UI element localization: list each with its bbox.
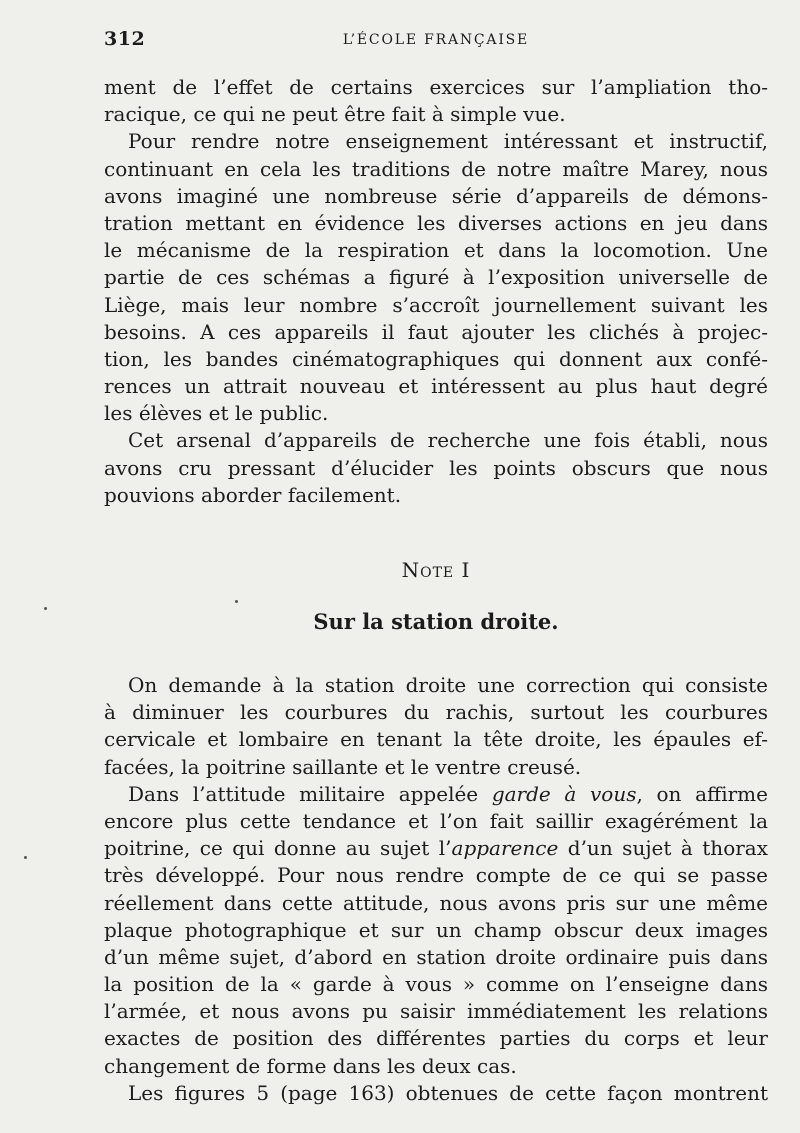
- running-title: L’ÉCOLE FRANÇAISE: [342, 32, 530, 48]
- line-text-continued: , on affirme: [636, 781, 768, 806]
- text-line: [104, 944, 768, 971]
- text-line: [104, 890, 768, 917]
- text-line: [104, 373, 768, 400]
- text-line: [104, 210, 768, 237]
- text-line: [104, 482, 768, 509]
- section-title: Sur la station droite.: [313, 609, 559, 634]
- line-text: changement de forme dans les deux cas.: [104, 1053, 517, 1078]
- line-text: à diminuer les courbures du rachis, surtout les courbures: [104, 700, 768, 725]
- line-text: réellement dans cette attitude, nous avons pris sur une même: [104, 890, 768, 915]
- text-line: [104, 101, 768, 128]
- line-text: On demande à la station droite une correction qui consiste: [128, 673, 768, 697]
- text-line: [104, 400, 768, 427]
- line-text: racique, ce qui ne peut être fait à simple vue.: [104, 102, 566, 127]
- text-line: [104, 672, 768, 699]
- line-text: d’un même sujet, d’abord en station droite ordinaire puis dans: [104, 944, 768, 969]
- text-line: [104, 319, 768, 346]
- text-line: [104, 1053, 768, 1080]
- note-label: Note I: [401, 558, 471, 582]
- line-text: Liège, mais leur nombre s’accroît journellement suivant les: [104, 292, 768, 317]
- line-text: le mécanisme de la respiration et dans la locomotion. Une: [104, 238, 768, 263]
- paper-speck: [235, 600, 238, 603]
- text-line: [104, 971, 768, 998]
- line-text: rences un attrait nouveau et intéressent au plus haut degré: [104, 374, 768, 399]
- line-text: avons cru pressant d’élucider les points obscurs que nous: [104, 455, 768, 480]
- text-line: [104, 74, 768, 101]
- line-text: très développé. Pour nous rendre compte de ce qui se passe: [104, 863, 768, 888]
- line-text: facées, la poitrine saillante et le ventre creusé.: [104, 754, 582, 779]
- line-text: tion, les bandes cinématographiques qui donnent aux confé-: [104, 346, 768, 371]
- line-text: pouvions aborder facilement.: [104, 482, 402, 507]
- line-text: cervicale et lombaire en tenant la tête droite, les épaules ef-: [104, 727, 768, 752]
- line-text: besoins. A ces appareils il faut ajouter les clichés à projec-: [104, 319, 768, 344]
- paper-speck: [44, 607, 47, 610]
- text-line: [104, 862, 768, 889]
- line-text: poitrine, ce qui donne au sujet l’: [104, 836, 452, 861]
- line-text: l’armée, et nous avons pu saisir immédiatement les relations: [104, 999, 768, 1024]
- line-text: Pour rendre notre enseignement intéressant et instructif,: [128, 129, 768, 154]
- page-number: 312: [104, 28, 146, 50]
- line-text: plaque photographique et sur un champ obscur deux images: [104, 917, 768, 942]
- line-text: les élèves et le public.: [104, 401, 329, 426]
- body-text-block-2: [104, 672, 768, 1107]
- text-line: [104, 264, 768, 291]
- line-text: Dans l’attitude militaire appelée: [128, 781, 492, 806]
- line-text-continued: d’un sujet à thorax: [558, 836, 768, 861]
- italic-phrase: apparence: [451, 836, 559, 861]
- line-text: continuant en cela les traditions de notre maître Marey, nous: [104, 156, 768, 181]
- line-text: encore plus cette tendance et l’on fait saillir exagérément la: [104, 808, 768, 833]
- line-text: Les figures 5 (page 163) obtenues de cette façon montrent: [128, 1080, 768, 1105]
- text-line: [104, 781, 768, 808]
- line-text: partie de ces schémas a figuré à l’exposition universelle de: [104, 265, 768, 290]
- line-text: Cet arsenal d’appareils de recherche une fois établi, nous: [128, 428, 768, 453]
- text-line: [104, 808, 768, 835]
- text-line: [104, 917, 768, 944]
- text-line: [104, 128, 768, 155]
- text-line: [104, 346, 768, 373]
- italic-phrase: garde à vous: [491, 781, 637, 806]
- text-line: [104, 726, 768, 753]
- text-line: [104, 1025, 768, 1052]
- text-line: [104, 427, 768, 454]
- text-line: [104, 183, 768, 210]
- text-line: [104, 455, 768, 482]
- text-line: [104, 237, 768, 264]
- text-line: [104, 835, 768, 862]
- text-line: [104, 754, 768, 781]
- text-line: [104, 998, 768, 1025]
- body-text-block-1: [104, 74, 768, 509]
- paper-speck: [24, 856, 27, 859]
- line-text: tration mettant en évidence les diverses actions en jeu dans: [104, 210, 768, 235]
- text-line: [104, 292, 768, 319]
- line-text: exactes de position des différentes parties du corps et leur: [104, 1026, 768, 1051]
- page-header: [104, 28, 768, 54]
- text-line: [104, 699, 768, 726]
- line-text: avons imaginé une nombreuse série d’appareils de démons-: [104, 183, 768, 208]
- line-text: ment de l’effet de certains exercices sur l’ampliation tho-: [104, 75, 768, 99]
- text-line: [104, 156, 768, 183]
- text-line: [104, 1080, 768, 1107]
- line-text: la position de la « garde à vous » comme on l’enseigne dans: [104, 972, 768, 997]
